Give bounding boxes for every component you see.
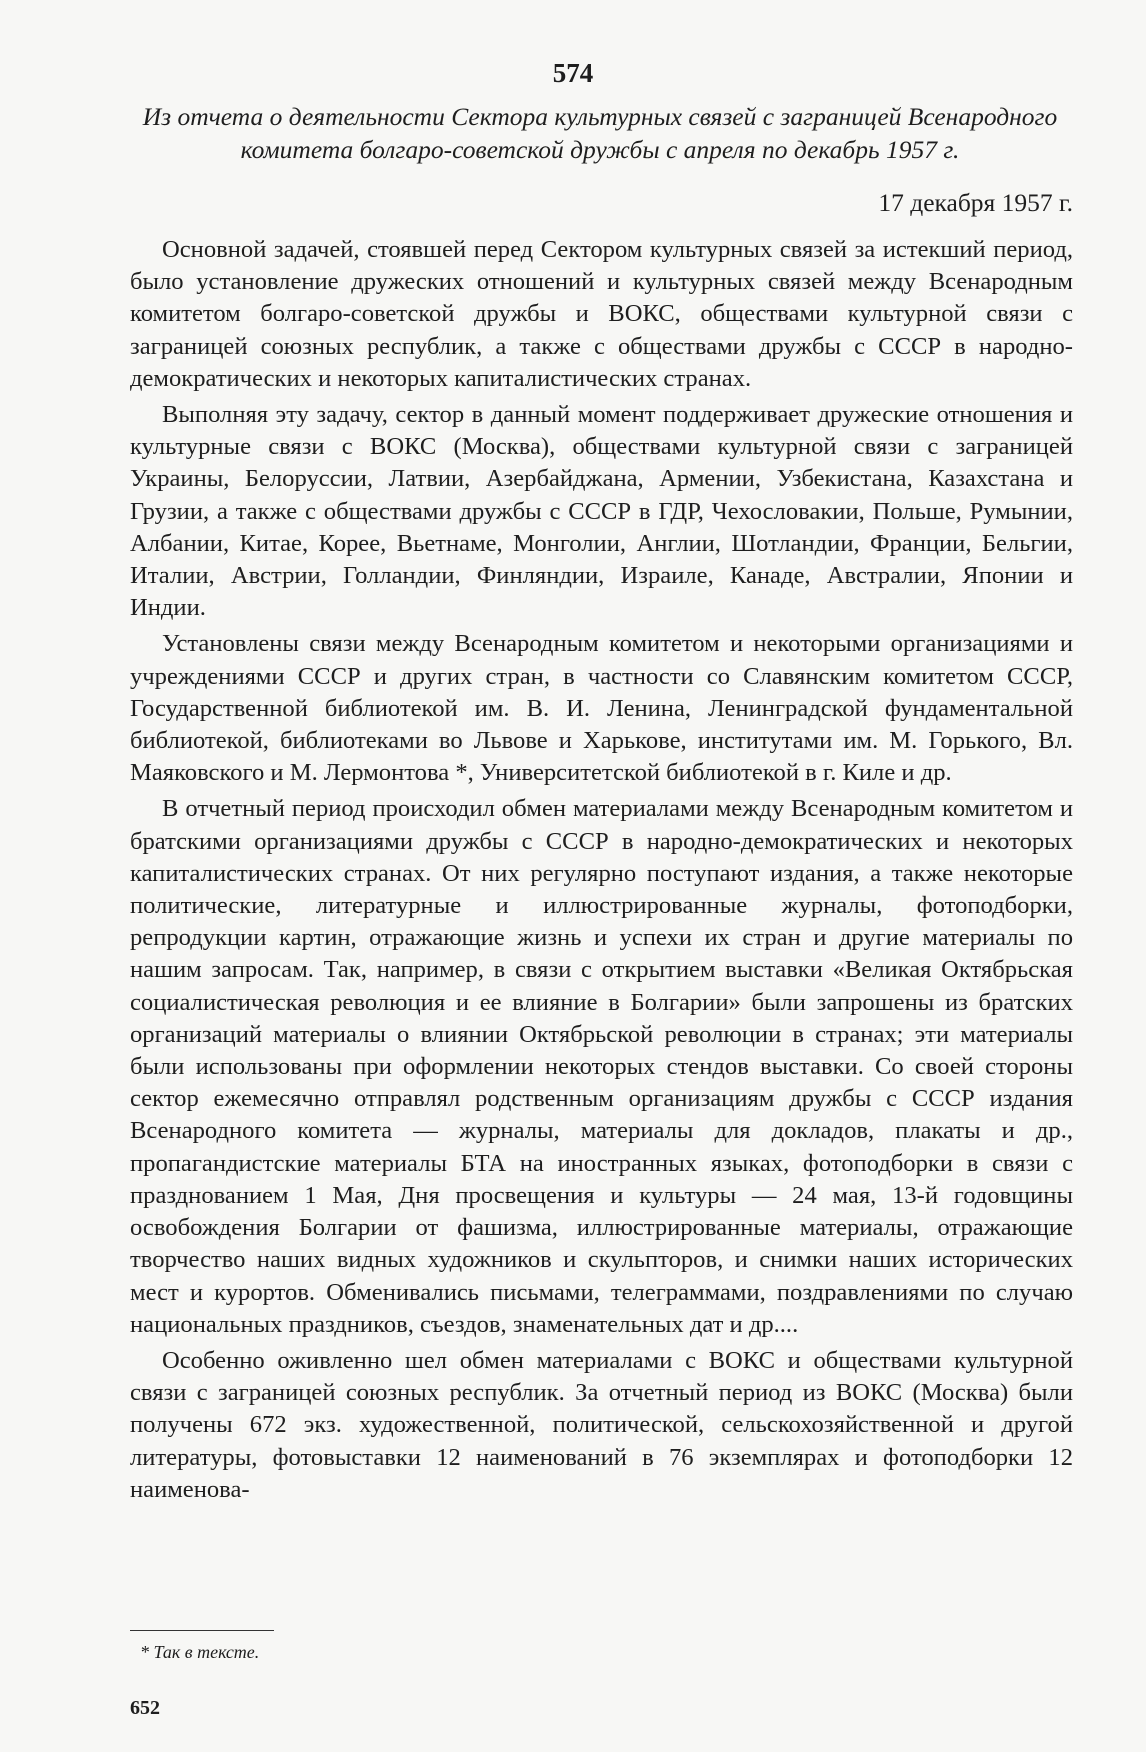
document-body — [130, 234, 1073, 1506]
document-title: Из отчета о деятельности Сектора культурных связей с заграницей Всенародного комитета болгаро-советской дружбы с апреля по декабрь 1957 г. — [142, 102, 1058, 164]
paragraph: Особенно оживленно шел обмен материалами с ВОКС и обществами культурной связи с заграницей союзных республик. За отчетный период из ВОКС (Москва) были получены 672 экз. художественной, политической, сельскохозяйственной и другой литературы, фотовыставки 12 наименований в 76 экземплярах и фотоподборки 12 наименова- — [130, 1346, 1073, 1503]
paragraph: Установлены связи между Всенародным комитетом и некоторыми организациями и учреждениями СССР и других стран, в частности со Славянским комитетом СССР, Государственной библиотекой им. В. И. Ленина, Ленинградской фундаментальной библиотекой, библиотеками во Львове и Харькове, институтами им. М. Горького, Вл. Маяковского и М. Лермонтова *, Университетской библиотекой в г. Киле и др. — [130, 630, 1073, 787]
paragraph: Основной задачей, стоявшей перед Сектором культурных связей за истекший период, было установление дружеских отношений и культурных связей между Всенародным комитетом болгаро-советской дружбы и ВОКС, обществами культурной связи с заграницей союзных республик, а также с обществами дружбы с СССР в народно-демократических и некоторых капиталистических странах. — [130, 236, 1073, 392]
page-number: 652 — [130, 1697, 160, 1719]
paragraph: В отчетный период происходил обмен материалами между Всенародным комитетом и братскими организациями дружбы с СССР в народно-демократических и некоторых капиталистических странах. От них регулярно поступают издания, а также некоторые политические, литературные и иллюстрированные журналы, фотоподборки, репродукции картин, отражающие жизнь и успехи их стран и другие материалы по нашим запросам. Так, например, в связи с открытием выставки «Великая Октябрьская социалистическая революция и ее влияние в Болгарии» были запрошены из братских организаций материалы о влиянии Октябрьской революции в странах; эти материалы были использованы при оформлении некоторых стендов выставки. Со своей стороны сектор ежемесячно отправлял родственным организациям дружбы с СССР издания Всенародного комитета — журналы, материалы для докладов, плакаты и др., пропагандистские материалы БТА на иностранных языках, фотоподборки в связи с празднованием 1 Мая, Дня просвещения и культуры — 24 мая, 13-й годовщины освобождения Болгарии от фашизма, иллюстрированные материалы, отражающие творчество наших видных художников и скульпторов, и снимки наших исторических мест и курортов. Обменивались письмами, телеграммами, поздравлениями по случаю национальных праздников, съездов, знаменательных дат и др.... — [130, 795, 1073, 1338]
document-date: 17 декабря 1957 г. — [878, 188, 1073, 217]
footnote-divider — [130, 1630, 274, 1631]
paragraph: Выполняя эту задачу, сектор в данный момент поддерживает дружеские отношения и культурные связи с ВОКС (Москва), обществами культурной связи с заграницей Украины, Белоруссии, Латвии, Азербайджана, Армении, Узбекистана, Казахстана и Грузии, а также с обществами дружбы с СССР в ГДР, Чехословакии, Польше, Румынии, Албании, Китае, Корее, Вьетнаме, Монголии, Англии, Шотландии, Франции, Бельгии, Италии, Австрии, Голландии, Финляндии, Израиле, Канаде, Австралии, Японии и Индии. — [130, 401, 1073, 622]
footnote: * Так в тексте. — [140, 1642, 260, 1662]
document-number: 574 — [552, 58, 594, 88]
